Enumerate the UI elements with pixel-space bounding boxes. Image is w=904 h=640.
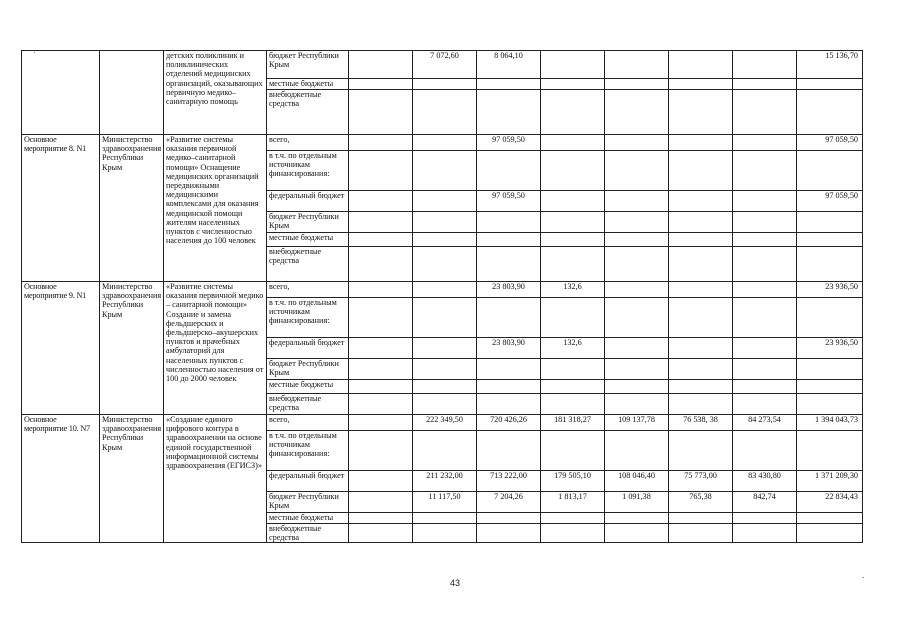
value-cell — [541, 151, 605, 191]
value-cell — [349, 415, 413, 431]
value-cell — [669, 338, 733, 359]
source-label: внебюджетные средства — [267, 90, 349, 135]
value-cell — [541, 233, 605, 247]
value-cell — [669, 51, 733, 79]
value-cell — [477, 380, 541, 394]
value-cell — [733, 282, 797, 298]
total-cell — [797, 212, 863, 233]
value-cell — [733, 513, 797, 524]
value-cell — [413, 233, 477, 247]
value-cell: 11 117,50 — [413, 492, 477, 513]
value-cell — [541, 135, 605, 151]
value-cell: 720 426,26 — [477, 415, 541, 431]
value-cell — [733, 212, 797, 233]
value-cell — [669, 380, 733, 394]
value-cell — [541, 90, 605, 135]
value-cell — [541, 513, 605, 524]
value-cell — [541, 212, 605, 233]
value-cell — [733, 524, 797, 543]
value-cell — [669, 151, 733, 191]
total-cell: 1 394 043,73 — [797, 415, 863, 431]
value-cell — [349, 191, 413, 212]
value-cell — [733, 298, 797, 338]
value-cell — [349, 90, 413, 135]
value-cell — [477, 394, 541, 415]
value-cell — [733, 151, 797, 191]
total-cell: 1 371 209,30 — [797, 471, 863, 492]
value-cell — [669, 212, 733, 233]
source-label: всего, — [267, 282, 349, 298]
source-label: всего, — [267, 415, 349, 431]
total-cell: 23 936,50 — [797, 282, 863, 298]
value-cell — [669, 513, 733, 524]
value-cell — [349, 298, 413, 338]
value-cell — [733, 79, 797, 90]
total-cell: 15 136,70 — [797, 51, 863, 79]
value-cell: 109 137,78 — [605, 415, 669, 431]
table-row — [22, 415, 863, 431]
value-cell — [413, 247, 477, 282]
total-cell — [797, 151, 863, 191]
value-cell — [477, 298, 541, 338]
value-cell — [733, 191, 797, 212]
value-cell — [669, 431, 733, 471]
value-cell: 76 538, 38 — [669, 415, 733, 431]
value-cell — [477, 212, 541, 233]
value-cell: 97 059,50 — [477, 191, 541, 212]
activity-cell: детских поликлиник и поликлинических отделений медицинских организаций, оказывающих первичную медико–санитарную помощь — [164, 51, 267, 135]
value-cell — [413, 513, 477, 524]
value-cell: 181 318,27 — [541, 415, 605, 431]
value-cell — [669, 524, 733, 543]
value-cell — [733, 380, 797, 394]
value-cell — [541, 191, 605, 212]
value-cell — [669, 394, 733, 415]
table-body — [22, 51, 863, 543]
source-label: местные бюджеты — [267, 513, 349, 524]
value-cell — [541, 359, 605, 380]
value-cell — [605, 90, 669, 135]
value-cell — [477, 524, 541, 543]
value-cell — [605, 233, 669, 247]
value-cell — [413, 212, 477, 233]
value-cell — [477, 247, 541, 282]
value-cell — [541, 51, 605, 79]
value-cell — [477, 151, 541, 191]
value-cell — [413, 298, 477, 338]
value-cell — [349, 212, 413, 233]
scan-speck — [862, 577, 864, 578]
value-cell — [669, 90, 733, 135]
value-cell — [477, 513, 541, 524]
value-cell — [413, 380, 477, 394]
value-cell — [477, 79, 541, 90]
value-cell — [413, 282, 477, 298]
value-cell: 75 773,00 — [669, 471, 733, 492]
executor-cell: Министерство здравоохранения Республики Крым — [100, 135, 164, 282]
total-cell — [797, 394, 863, 415]
total-cell: 22 834,43 — [797, 492, 863, 513]
value-cell — [413, 90, 477, 135]
value-cell — [605, 359, 669, 380]
value-cell — [349, 247, 413, 282]
value-cell — [349, 380, 413, 394]
value-cell — [349, 282, 413, 298]
value-cell: 83 430,80 — [733, 471, 797, 492]
value-cell — [477, 359, 541, 380]
value-cell: 713 222,00 — [477, 471, 541, 492]
value-cell: 222 349,50 — [413, 415, 477, 431]
value-cell — [541, 247, 605, 282]
value-cell: 84 273,54 — [733, 415, 797, 431]
source-label: в т.ч. по отдельным источникам финансирования: — [267, 431, 349, 471]
value-cell — [733, 90, 797, 135]
total-cell — [797, 79, 863, 90]
executor-cell: Министерство здравоохранения Республики Крым — [100, 282, 164, 415]
value-cell — [541, 298, 605, 338]
value-cell: 8 064,10 — [477, 51, 541, 79]
total-cell — [797, 359, 863, 380]
executor-cell — [100, 51, 164, 135]
table-row — [22, 51, 863, 79]
value-cell — [733, 51, 797, 79]
value-cell: 179 505,10 — [541, 471, 605, 492]
source-label: всего, — [267, 135, 349, 151]
value-cell — [413, 79, 477, 90]
value-cell — [733, 247, 797, 282]
value-cell: 842,74 — [733, 492, 797, 513]
source-label: внебюджетные средства — [267, 394, 349, 415]
source-label: местные бюджеты — [267, 233, 349, 247]
table-row — [22, 135, 863, 151]
value-cell — [605, 51, 669, 79]
source-label: внебюджетные средства — [267, 524, 349, 543]
value-cell — [605, 380, 669, 394]
executor-cell: Министерство здравоохранения Республики Крым — [100, 415, 164, 543]
table-row — [22, 282, 863, 298]
source-label: бюджет Республики Крым — [267, 212, 349, 233]
value-cell — [413, 151, 477, 191]
value-cell — [605, 431, 669, 471]
source-label: федеральный бюджет — [267, 471, 349, 492]
source-label: внебюджетные средства — [267, 247, 349, 282]
value-cell — [605, 151, 669, 191]
value-cell — [413, 431, 477, 471]
value-cell — [669, 359, 733, 380]
value-cell — [349, 79, 413, 90]
source-label: федеральный бюджет — [267, 338, 349, 359]
program-cell: Основное мероприятие 8. N1 — [22, 135, 100, 282]
value-cell: 1 813,17 — [541, 492, 605, 513]
value-cell: 211 232,00 — [413, 471, 477, 492]
value-cell — [349, 471, 413, 492]
value-cell — [477, 90, 541, 135]
value-cell: 132,6 — [541, 282, 605, 298]
value-cell — [605, 212, 669, 233]
source-label: бюджет Республики Крым — [267, 51, 349, 79]
activity-cell: «Развитие системы оказания первичной медико – санитарной помощи» Создание и замена фельдшерских и фельдшерско–акушерских пунктов и врачебных амбулаторий для населенных пунктов с численностью населения от 100 до 2000 человек — [164, 282, 267, 415]
value-cell — [605, 247, 669, 282]
value-cell: 23 803,90 — [477, 282, 541, 298]
value-cell — [733, 359, 797, 380]
value-cell — [605, 282, 669, 298]
value-cell — [669, 282, 733, 298]
program-cell — [22, 51, 100, 135]
value-cell — [733, 431, 797, 471]
source-label: федеральный бюджет — [267, 191, 349, 212]
value-cell — [413, 135, 477, 151]
value-cell — [349, 151, 413, 191]
value-cell — [733, 233, 797, 247]
value-cell — [413, 191, 477, 212]
value-cell — [605, 298, 669, 338]
program-cell: Основное мероприятие 9. N1 — [22, 282, 100, 415]
source-label: в т.ч. по отдельным источникам финансирования: — [267, 298, 349, 338]
value-cell — [349, 338, 413, 359]
source-label: бюджет Республики Крым — [267, 492, 349, 513]
total-cell — [797, 298, 863, 338]
value-cell — [413, 394, 477, 415]
value-cell — [605, 135, 669, 151]
total-cell — [797, 513, 863, 524]
activity-cell: «Создание единого цифрового контура в здравоохранении на основе единой государственной информационной системы здравоохранения (ЕГИСЗ)» — [164, 415, 267, 543]
value-cell — [541, 394, 605, 415]
value-cell: 97 059,50 — [477, 135, 541, 151]
value-cell — [541, 524, 605, 543]
total-cell — [797, 233, 863, 247]
value-cell — [669, 191, 733, 212]
value-cell — [733, 135, 797, 151]
value-cell — [605, 513, 669, 524]
value-cell — [349, 492, 413, 513]
source-label: местные бюджеты — [267, 79, 349, 90]
value-cell — [477, 233, 541, 247]
value-cell: 23 803,90 — [477, 338, 541, 359]
total-cell — [797, 431, 863, 471]
total-cell — [797, 247, 863, 282]
value-cell — [605, 191, 669, 212]
value-cell — [669, 298, 733, 338]
program-cell: Основное мероприятие 10. N7 — [22, 415, 100, 543]
value-cell — [541, 79, 605, 90]
value-cell — [349, 524, 413, 543]
source-label: местные бюджеты — [267, 380, 349, 394]
value-cell — [413, 359, 477, 380]
total-cell: 23 936,50 — [797, 338, 863, 359]
value-cell: 7 204,26 — [477, 492, 541, 513]
page-number: 43 — [449, 578, 460, 588]
value-cell — [349, 233, 413, 247]
activity-cell: «Развитие системы оказания первичной медико–санитарной помощи» Оснащение медицинских организаций передвижными медицинскими комплексами для оказания медицинской помощи жителям населенных пунктов с численностью населения до 100 человек — [164, 135, 267, 282]
total-cell — [797, 380, 863, 394]
total-cell: 97 059,50 — [797, 191, 863, 212]
source-label: в т.ч. по отдельным источникам финансирования: — [267, 151, 349, 191]
value-cell — [349, 51, 413, 79]
value-cell — [733, 338, 797, 359]
value-cell — [605, 394, 669, 415]
total-cell — [797, 90, 863, 135]
value-cell — [733, 394, 797, 415]
value-cell — [349, 359, 413, 380]
value-cell: 1 091,38 — [605, 492, 669, 513]
value-cell — [541, 380, 605, 394]
value-cell — [349, 394, 413, 415]
value-cell — [669, 247, 733, 282]
value-cell — [605, 338, 669, 359]
value-cell — [413, 524, 477, 543]
budget-table — [21, 50, 863, 543]
value-cell — [605, 79, 669, 90]
value-cell: 108 046,40 — [605, 471, 669, 492]
value-cell — [605, 524, 669, 543]
value-cell — [669, 79, 733, 90]
value-cell: 132,6 — [541, 338, 605, 359]
total-cell — [797, 524, 863, 543]
total-cell: 97 059,50 — [797, 135, 863, 151]
value-cell — [669, 233, 733, 247]
value-cell — [477, 431, 541, 471]
value-cell — [349, 513, 413, 524]
value-cell — [541, 431, 605, 471]
value-cell — [669, 135, 733, 151]
value-cell — [349, 431, 413, 471]
value-cell — [413, 338, 477, 359]
value-cell: 7 072,60 — [413, 51, 477, 79]
value-cell: 765,38 — [669, 492, 733, 513]
value-cell — [349, 135, 413, 151]
source-label: бюджет Республики Крым — [267, 359, 349, 380]
